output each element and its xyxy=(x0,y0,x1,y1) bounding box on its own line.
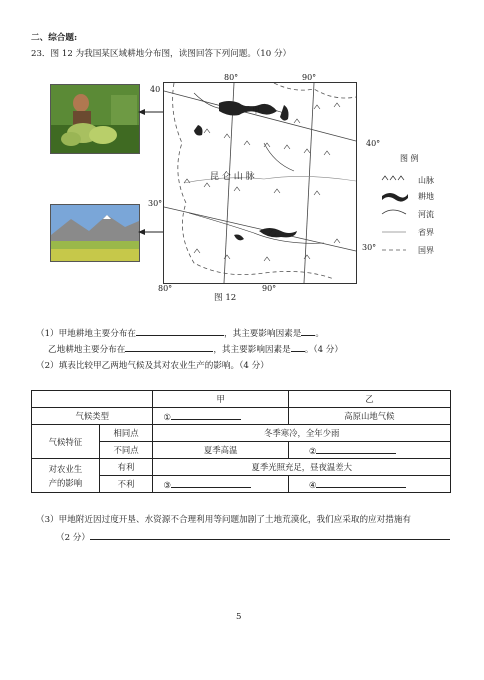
q1-blank-2[interactable] xyxy=(301,326,315,336)
favorable-label: 有利 xyxy=(99,459,153,476)
climate-jia-cell[interactable] xyxy=(153,408,288,425)
unfavorable-label: 不利 xyxy=(99,476,153,493)
unfav-yi-blank[interactable] xyxy=(316,478,406,488)
table-row-same xyxy=(32,425,451,442)
lat-right-30: 30° xyxy=(362,243,377,252)
map-drawing xyxy=(164,83,356,283)
mountain-valley-photo xyxy=(50,204,140,262)
q1-line1-a: （1）甲地耕地主要分布在 xyxy=(36,329,136,339)
diff-yi-cell[interactable] xyxy=(288,442,450,459)
row-impact-label-2: 产的影响 xyxy=(48,477,83,488)
legend-province: 省界 xyxy=(418,228,434,237)
lon-top-80: 80° xyxy=(224,73,239,82)
q3-line2 xyxy=(56,530,450,544)
row-impact-label xyxy=(32,459,100,493)
legend-symbols xyxy=(380,170,410,260)
favorable-value: 夏季光照充足，昼夜温差大 xyxy=(153,459,451,476)
legend-title: 图 例 xyxy=(400,154,419,163)
unfav-jia-cell[interactable] xyxy=(153,476,288,493)
same-value: 冬季寒冷，全年少雨 xyxy=(153,425,451,442)
legend-country: 国界 xyxy=(418,246,434,255)
map-caption: 图 12 xyxy=(214,293,237,303)
lat-left-40: 40 xyxy=(150,85,161,94)
diff-label: 不同点 xyxy=(99,442,153,459)
diff-jia: 夏季高温 xyxy=(153,442,288,459)
lon-bottom-90: 90° xyxy=(262,284,277,293)
col-yi: 乙 xyxy=(288,391,450,408)
diff-yi-blank[interactable] xyxy=(316,444,396,454)
farmer-melon-photo xyxy=(50,84,140,154)
page-number: 5 xyxy=(236,612,242,622)
table-header-row xyxy=(32,391,451,408)
climate-yi-cell: 高原山地气候 xyxy=(288,408,450,425)
climate-comparison-table xyxy=(31,390,451,493)
q1-line1-end: 。 xyxy=(315,329,324,339)
label-yi: 乙 xyxy=(268,228,276,237)
river-legend-icon xyxy=(382,210,406,214)
farmland-map xyxy=(163,82,357,284)
unfav-yi-cell[interactable] xyxy=(288,476,450,493)
unfav-yi-mark: ④ xyxy=(308,480,317,490)
legend-farmland: 耕地 xyxy=(418,192,434,201)
diff-yi-mark: ② xyxy=(308,446,317,456)
q1-line1-b: ，其主要影响因素是 xyxy=(224,329,302,339)
col-jia: 甲 xyxy=(153,391,288,408)
q1-blank-4[interactable] xyxy=(291,342,305,352)
q3-line2-text: （2 分） xyxy=(56,533,90,543)
q1-line1 xyxy=(36,326,324,340)
mountain-name: 昆 仑 山 脉 xyxy=(210,172,255,182)
lat-left-30: 30° xyxy=(148,199,163,208)
row-feature-label: 气候特征 xyxy=(32,425,100,459)
lat-right-40: 40° xyxy=(366,139,381,148)
unfav-jia-mark: ③ xyxy=(163,480,171,490)
mountain-legend-icon xyxy=(382,176,404,180)
row-impact-label-1: 对农业生 xyxy=(48,463,83,474)
label-jia: 甲 xyxy=(252,106,260,115)
legend-mountain: 山脉 xyxy=(418,176,434,185)
q3-blank[interactable] xyxy=(90,530,450,540)
q1-line2-b: ，其主要影响因素是 xyxy=(213,345,291,355)
lon-bottom-80: 80° xyxy=(158,284,173,293)
table-row-favorable xyxy=(32,459,451,476)
climate-jia-blank[interactable] xyxy=(171,410,241,420)
table-corner xyxy=(32,391,153,408)
q3-line1: （3）甲地附近因过度开垦、水资源不合理利用等问题加剧了土地荒漠化，我们应采取的应对措施有 xyxy=(36,515,412,525)
section-title: 二、综合题: xyxy=(31,33,78,43)
climate-jia-mark: ① xyxy=(163,412,171,422)
lon-top-90: 90° xyxy=(302,73,317,82)
q2-text: （2）填表比较甲乙两地气候及其对农业生产的影响。（4 分） xyxy=(36,361,269,371)
unfav-jia-blank[interactable] xyxy=(171,478,251,488)
row-climate-label: 气候类型 xyxy=(32,408,153,425)
legend-river: 河流 xyxy=(418,210,434,219)
q1-line2-end: 。（4 分） xyxy=(304,345,343,355)
table-row-climate xyxy=(32,408,451,425)
q1-line2 xyxy=(48,342,343,356)
question-23: 23．图 12 为我国某区域耕地分布图，读图回答下列问题。（10 分） xyxy=(31,49,292,59)
farmland-legend-icon xyxy=(382,193,408,202)
q1-blank-1[interactable] xyxy=(136,326,224,336)
same-label: 相同点 xyxy=(99,425,153,442)
q1-line2-a: 乙地耕地主要分布在 xyxy=(48,345,126,355)
q1-blank-3[interactable] xyxy=(125,342,213,352)
